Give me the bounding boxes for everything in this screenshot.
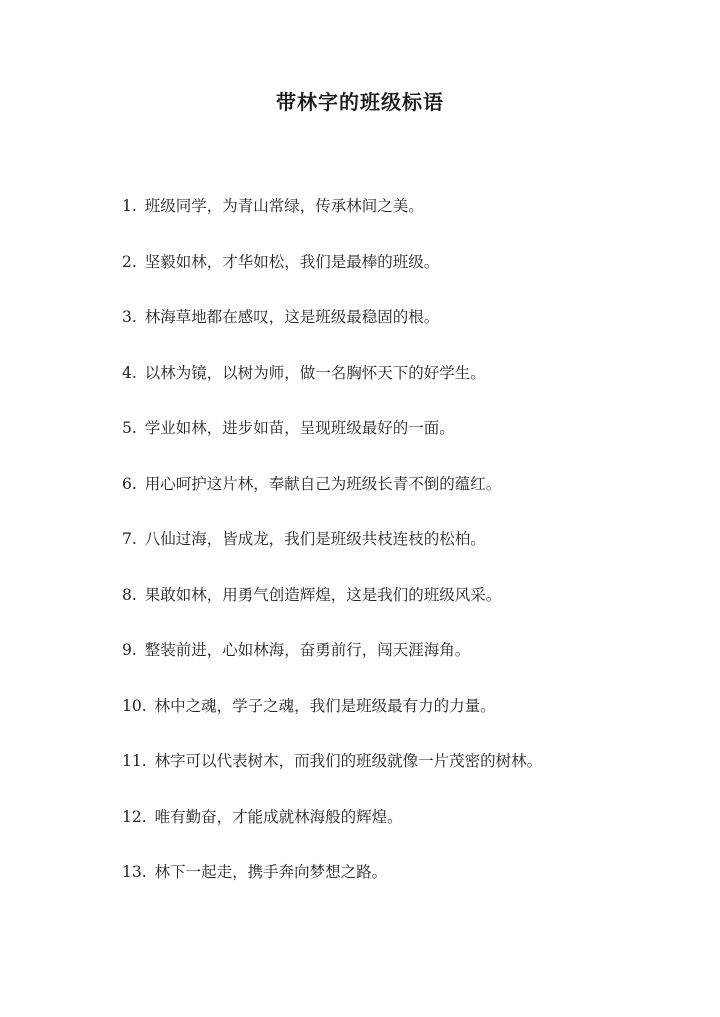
item-number: 2. — [122, 252, 137, 271]
item-text: 班级同学，为青山常绿，传承林间之美。 — [144, 197, 424, 215]
item-text: 唯有勤奋，才能成就林海般的辉煌。 — [154, 807, 403, 826]
item-number: 5. — [122, 419, 137, 437]
item-text: 学业如林，进步如苗，呈现班级最好的一面。 — [144, 419, 455, 437]
item-number: 8. — [122, 585, 137, 604]
list-item — [122, 695, 542, 751]
list-item — [122, 639, 542, 695]
item-text: 坚毅如林，才华如松，我们是最棒的班级。 — [144, 252, 440, 271]
item-number: 11. — [122, 752, 147, 770]
list-item — [122, 861, 542, 917]
slogan-list — [122, 195, 542, 917]
item-text: 果敢如林，用勇气创造辉煌，这是我们的班级风采。 — [144, 585, 502, 604]
list-item — [122, 528, 542, 584]
list-item — [122, 417, 542, 473]
item-number: 13. — [122, 863, 147, 881]
item-number: 3. — [122, 308, 137, 326]
list-item — [122, 251, 542, 307]
item-text: 整装前进，心如林海，奋勇前行，闯天涯海角。 — [144, 641, 471, 659]
list-item — [122, 584, 542, 640]
item-text: 林下一起走，携手奔向梦想之路。 — [154, 863, 388, 881]
list-item — [122, 195, 542, 251]
list-item — [122, 306, 542, 362]
item-number: 10. — [122, 696, 147, 715]
item-number: 1. — [122, 197, 137, 215]
item-number: 7. — [122, 530, 137, 548]
list-item — [122, 750, 542, 806]
item-text: 林字可以代表树木，而我们的班级就像一片茂密的树林。 — [154, 752, 543, 770]
item-text: 用心呵护这片林，奉献自己为班级长青不倒的蕴红。 — [144, 474, 502, 493]
list-item — [122, 473, 542, 529]
list-item — [122, 806, 542, 862]
item-number: 4. — [122, 363, 137, 382]
item-number: 6. — [122, 474, 137, 493]
item-number: 9. — [122, 641, 137, 659]
item-text: 林中之魂，学子之魂，我们是班级最有力的力量。 — [154, 696, 496, 715]
item-text: 以林为镜，以树为师，做一名胸怀天下的好学生。 — [144, 363, 486, 382]
item-text: 林海草地都在感叹，这是班级最稳固的根。 — [144, 308, 440, 326]
list-item — [122, 362, 542, 418]
item-number: 12. — [122, 807, 147, 826]
document-title: 带林字的班级标语 — [276, 90, 444, 114]
item-text: 八仙过海，皆成龙，我们是班级共枝连枝的松柏。 — [144, 530, 486, 548]
